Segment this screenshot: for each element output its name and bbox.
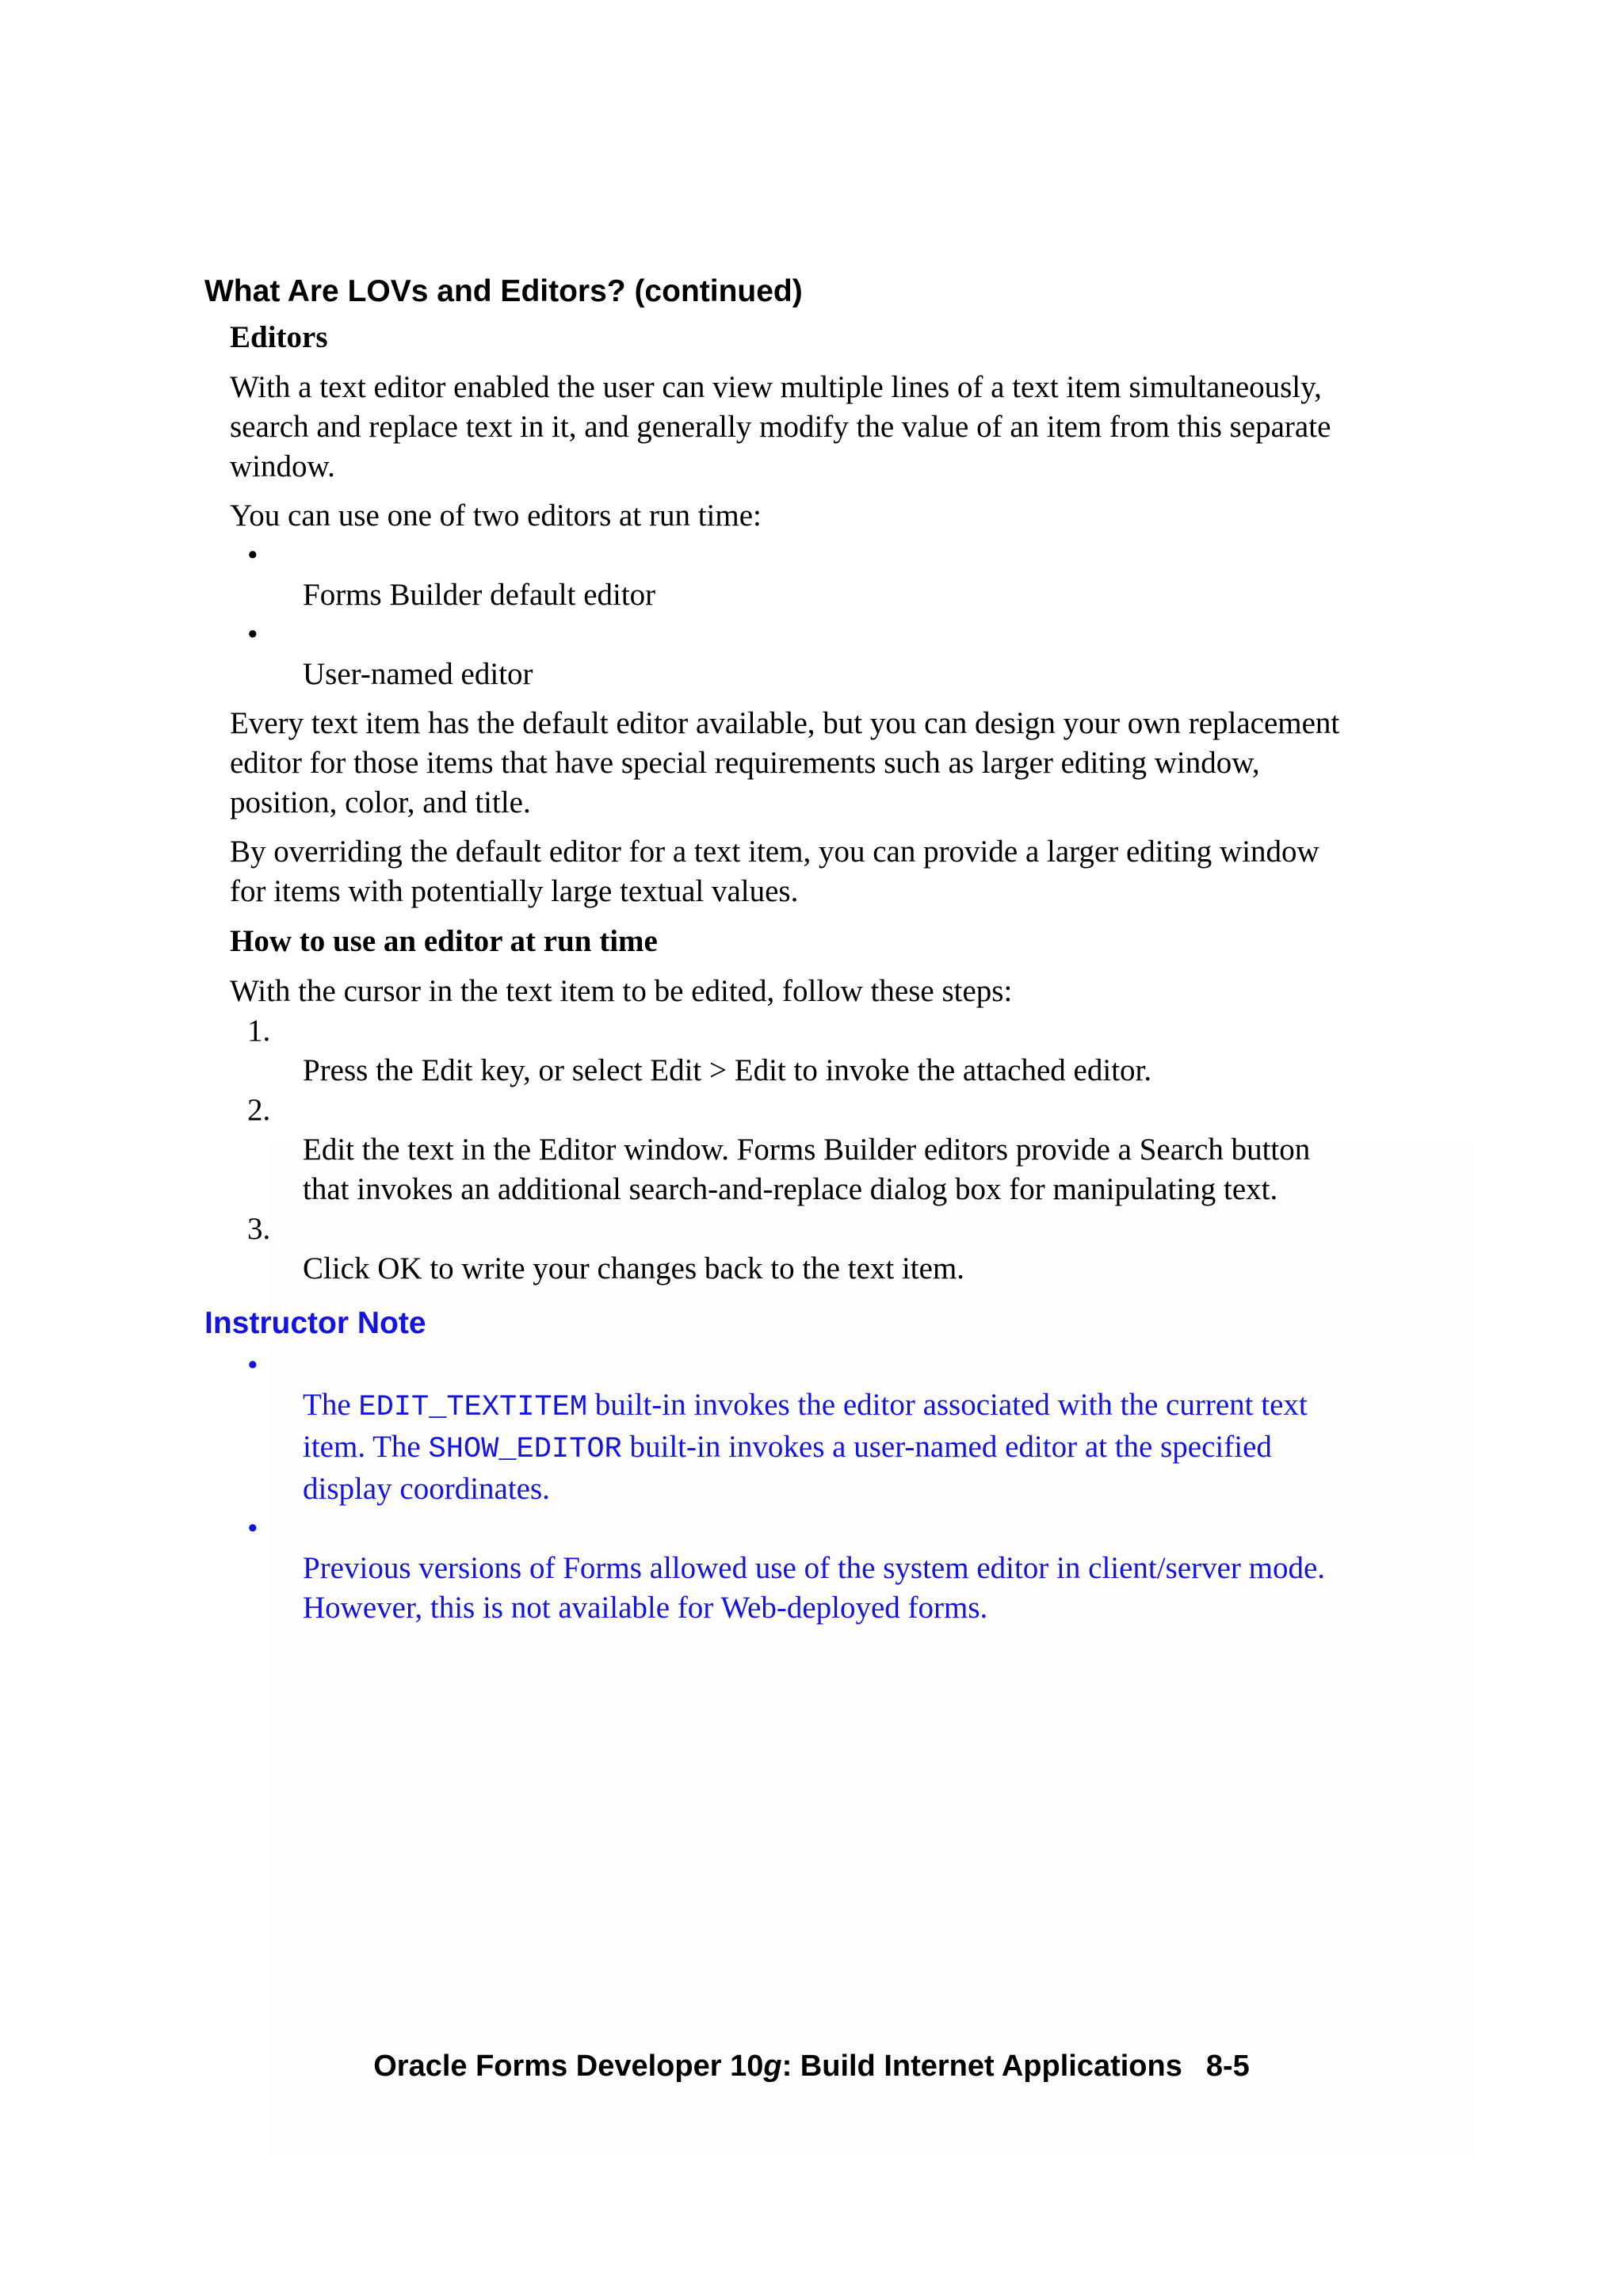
editor-type-text: User-named editor (303, 657, 533, 691)
step-number: 3. (247, 1212, 271, 1246)
bullet-marker: • (247, 1348, 258, 1382)
step-text: Press the Edit key, or select Edit > Edit to invoke the attached editor. (303, 1053, 1152, 1087)
code-show-editor: SHOW_EDITOR (428, 1433, 622, 1466)
footer-title-suffix: : Build Internet Applications (781, 2050, 1182, 2083)
list-item (230, 536, 1441, 615)
bullet-marker: • (247, 617, 258, 651)
editor-type-text: Forms Builder default editor (303, 578, 656, 612)
instructor-note-list (230, 1346, 1441, 1628)
note-text-part: The (303, 1388, 359, 1422)
editors-section (230, 317, 1441, 1289)
editors-heading: Editors (230, 320, 328, 354)
default-editor-paragraph: Every text item has the default editor available, but you can design your own replacement editor for those items that have special requirements such as larger editing window, position, color, and title. (230, 706, 1340, 819)
how-to-heading: How to use an editor at run time (230, 924, 658, 958)
footer-title-prefix: Oracle Forms Developer 10 (373, 2050, 764, 2083)
editor-types-list (230, 536, 1441, 694)
step-number: 2. (247, 1093, 271, 1127)
note-text: Previous versions of Forms allowed use of the system editor in client/server mode. However, this is not available for Web-deployed forms. (303, 1551, 1326, 1625)
page-number: 8-5 (1205, 2050, 1250, 2083)
step-item (230, 1011, 1441, 1091)
step-number: 1. (247, 1014, 271, 1048)
instructor-note-heading: Instructor Note (204, 1306, 426, 1340)
step-text: Edit the text in the Editor window. Forms Builder editors provide a Search button that invokes an additional search-and-replace dialog box for manipulating text. (303, 1133, 1311, 1206)
list-item (230, 1346, 1441, 1509)
step-item (230, 1091, 1441, 1209)
page-content (204, 269, 1441, 1637)
list-item (230, 1509, 1441, 1628)
two-editors-lead: You can use one of two editors at run time: (230, 499, 762, 533)
editors-intro: With a text editor enabled the user can view multiple lines of a text item simultaneously, search and replace text in it, and generally modify the value of an item from this separate window. (230, 370, 1331, 483)
step-item (230, 1209, 1441, 1289)
footer-title-italic: g (763, 2050, 782, 2083)
list-item (230, 615, 1441, 694)
note-text-part: built-in invokes a user-named editor at the specified display coordinates. (303, 1430, 1272, 1506)
instructor-note-section (230, 1346, 1441, 1628)
step-text: Click OK to write your changes back to the text item. (303, 1251, 965, 1286)
bullet-marker: • (247, 1511, 258, 1545)
how-to-lead: With the cursor in the text item to be edited, follow these steps: (230, 974, 1013, 1008)
steps-list (230, 1011, 1441, 1289)
note-text-part: built-in invokes the editor associated with the current text item. The (303, 1388, 1308, 1464)
overriding-paragraph: By overriding the default editor for a text item, you can provide a larger editing window for items with potentially large textual values. (230, 835, 1319, 908)
section-title: What Are LOVs and Editors? (continued) (204, 274, 803, 308)
code-edit-textitem: EDIT_TEXTITEM (358, 1391, 588, 1424)
bullet-marker: • (247, 538, 258, 572)
page-footer (0, 2046, 1623, 2086)
